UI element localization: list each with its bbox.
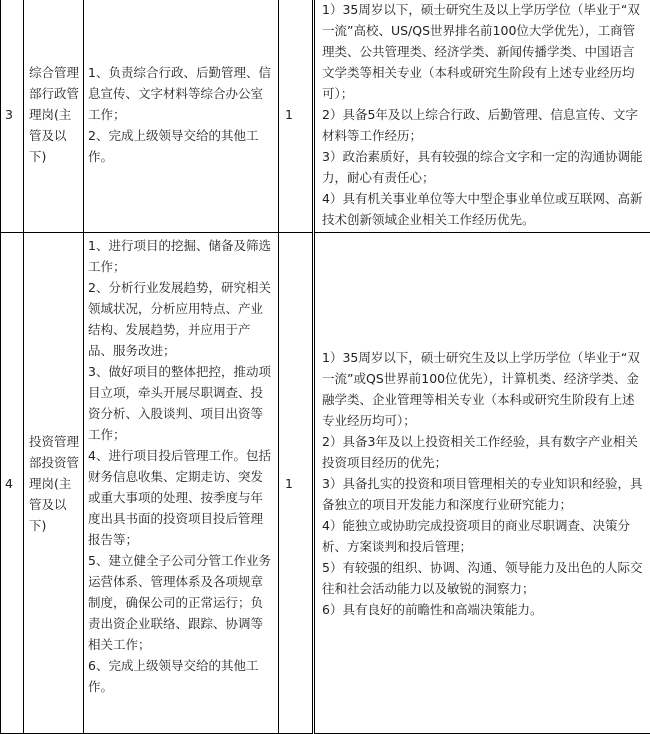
headcount: 1: [279, 233, 314, 734]
duty-item: 1、负责综合行政、后勤管理、信息宣传、文字材料等综合办公室工作；: [88, 62, 274, 125]
position-title: 投资管理部投资管理岗(主管及以下): [24, 233, 84, 734]
requirement-item: 4）能独立或协助完成投资项目的商业尽职调查、决策分析、方案谈判和投后管理；: [322, 515, 644, 557]
requirement-item: 3）政治素质好，具有较强的综合文字和一定的沟通协调能力，耐心有责任心；: [322, 146, 644, 188]
row-number: 3: [1, 0, 24, 233]
requirement-item: 1）35周岁以下，硕士研究生及以上学历学位（毕业于“双一流”或QS世界前100位优先），计算机类、经济学类、金融学类、企业管理等相关专业（本科或研究生阶段有上述专业经历均可）；: [322, 347, 644, 431]
table-row: [1, 233, 650, 734]
requirements-cell: [314, 0, 650, 233]
requirement-item: 3）具备扎实的投资和项目管理相关的专业知识和经验，具备独立的项目开发能力和深度行业研究能力；: [322, 473, 644, 515]
duties-cell: [84, 0, 279, 233]
headcount: 1: [279, 0, 314, 233]
position-title: 综合管理部行政管理岗(主管及以下): [24, 0, 84, 233]
requirement-item: 2）具备3年及以上投资相关工作经验，具有数字产业相关投资项目经历的优先；: [322, 431, 644, 473]
requirement-item: 6）具有良好的前瞻性和高端决策能力。: [322, 599, 644, 620]
requirement-item: 2）具备5年及以上综合行政、后勤管理、信息宣传、文字材料等工作经历；: [322, 104, 644, 146]
duty-item: 1、进行项目的挖掘、储备及筛选工作；: [88, 235, 274, 277]
row-number: 4: [1, 233, 24, 734]
requirements-cell: [314, 233, 650, 734]
duty-item: 5、建立健全子公司分管工作业务运营体系、管理体系及各项规章制度，确保公司的正常运行；负责出资企业联络、跟踪、协调等相关工作；: [88, 550, 274, 655]
requirement-item: 4）具有机关事业单位等大中型企事业单位或互联网、高新技术创新领域企业相关工作经历优先。: [322, 188, 644, 230]
requirement-item: 5）有较强的组织、协调、沟通、领导能力及出色的人际交往和社会活动能力以及敏锐的洞察力；: [322, 557, 644, 599]
duty-item: 6、完成上级领导交给的其他工作。: [88, 655, 274, 697]
duty-item: 4、进行项目投后管理工作。包括财务信息收集、定期走访、突发或重大事项的处理、按季度与年度出具书面的投资项目投后管理报告等；: [88, 445, 274, 550]
requirement-item: 1）35周岁以下，硕士研究生及以上学历学位（毕业于“双一流”高校、US/QS世界排名前100位大学优先），工商管理类、公共管理类、经济学类、新闻传播学类、中国语言文学类等相关专业（本科或研究生阶段有上述专业经历均可）；: [322, 0, 644, 104]
duty-item: 2、完成上级领导交给的其他工作。: [88, 125, 274, 167]
table-row: [1, 0, 650, 233]
duty-item: 2、分析行业发展趋势，研究相关领域状况，分析应用特点、产业结构、发展趋势，并应用于产品、服务改进；: [88, 277, 274, 361]
duty-item: 3、做好项目的整体把控，推动项目立项，牵头开展尽职调查、投资分析、入股谈判、项目出资等工作；: [88, 361, 274, 445]
duties-cell: [84, 233, 279, 734]
